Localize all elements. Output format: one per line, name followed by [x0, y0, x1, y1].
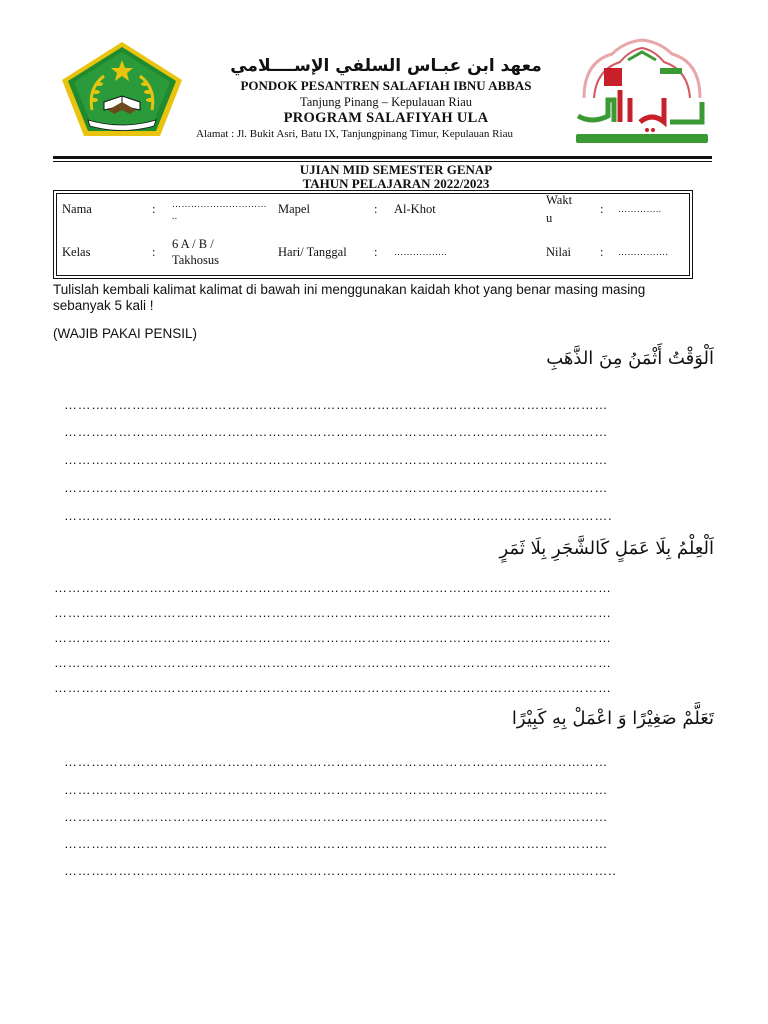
waktu-field[interactable]: …………..	[618, 204, 662, 214]
kelas-value-line1: 6 A / B /	[172, 237, 214, 251]
waktu-label-line1: Wakt	[546, 193, 573, 207]
writing-line[interactable]: …………………………………………………………………………………………………………..	[64, 863, 617, 878]
writing-line[interactable]: …………………………………………………………………………………………………………	[64, 424, 608, 439]
waktu-label-line2: u	[546, 211, 553, 225]
nama-field-line1[interactable]: …………………………	[172, 199, 267, 209]
writing-line[interactable]: ……………………………………………………………………………………………………………	[54, 580, 612, 595]
writing-line[interactable]: ……………………………………………………………………………………………………………	[54, 630, 612, 645]
writing-line[interactable]: ………………………………………………………………………………………………………….	[64, 508, 613, 523]
nilai-field[interactable]: …………….	[618, 247, 669, 257]
arabic-sentence-1: اَلْوَقْتُ أَثْمَنُ مِنَ الذَّهَبِ	[546, 348, 714, 369]
school-name: PONDOK PESANTREN SALAFIAH IBNU ABBAS	[240, 78, 532, 93]
writing-line[interactable]: …………………………………………………………………………………………………………	[64, 397, 608, 412]
waktu-colon: :	[600, 202, 604, 216]
student-identity-box	[53, 190, 693, 279]
program-name: PROGRAM SALAFIYAH ULA	[283, 110, 489, 126]
header-divider-thick	[53, 156, 712, 159]
writing-line[interactable]: ……………………………………………………………………………………………………………	[54, 605, 612, 620]
mapel-label: Mapel	[278, 202, 310, 216]
arabic-sentence-3: تَعَلَّمْ صَغِيْرًا وَ اعْمَلْ بِهِ كَبِيْرًا	[511, 708, 714, 729]
writing-line[interactable]: ……………………………………………………………………………………………………………	[54, 680, 612, 695]
writing-line[interactable]: …………………………………………………………………………………………………………	[64, 809, 608, 824]
writing-line[interactable]: …………………………………………………………………………………………………………	[64, 480, 608, 495]
pencil-required-note: (WAJIB PAKAI PENSIL)	[53, 326, 198, 341]
mapel-value: Al-Khot	[394, 202, 436, 216]
arabic-institution-name: معهد ابن عبـاس السلفي الإســــلامي	[230, 56, 542, 76]
writing-line[interactable]: …………………………………………………………………………………………………………	[64, 782, 608, 797]
kemenag-emblem-icon	[58, 40, 186, 138]
hari-tanggal-label: Hari/ Tanggal	[278, 245, 347, 259]
nilai-label: Nilai	[546, 245, 571, 259]
school-address: Alamat : Jl. Bukit Asri, Batu IX, Tanjungpinang Timur, Kepulauan Riau	[196, 128, 513, 140]
hari-tanggal-colon: :	[374, 245, 378, 259]
writing-line[interactable]: …………………………………………………………………………………………………………	[64, 754, 608, 769]
nilai-colon: :	[600, 245, 604, 259]
academic-year: TAHUN PELAJARAN 2022/2023	[302, 176, 490, 191]
exam-title: UJIAN MID SEMESTER GENAP	[299, 162, 493, 177]
writing-line[interactable]: …………………………………………………………………………………………………………	[64, 452, 608, 467]
ibnu-abbas-logo-icon	[572, 38, 712, 144]
nama-label: Nama	[62, 202, 92, 216]
mapel-colon: :	[374, 202, 378, 216]
arabic-sentence-2: اَلْعِلْمُ بِلَا عَمَلٍ كَالشَّجَرِ بِلَا ثَمَرٍ	[499, 538, 714, 559]
writing-line[interactable]: …………………………………………………………………………………………………………	[64, 836, 608, 851]
instruction-text: Tulislah kembali kalimat kalimat di bawah ini menggunakan kaidah khot yang benar masing masing sebanyak 5 kali !	[53, 282, 646, 313]
hari-tanggal-field[interactable]: ……………..	[394, 247, 447, 257]
kelas-colon: :	[152, 245, 156, 259]
writing-line[interactable]: ……………………………………………………………………………………………………………	[54, 655, 612, 670]
school-city: Tanjung Pinang – Kepulauan Riau	[299, 95, 472, 109]
nama-field-line2[interactable]: ..	[172, 211, 178, 221]
nama-colon: :	[152, 202, 156, 216]
kelas-label: Kelas	[62, 245, 91, 259]
kelas-value-line2: Takhosus	[172, 253, 220, 267]
